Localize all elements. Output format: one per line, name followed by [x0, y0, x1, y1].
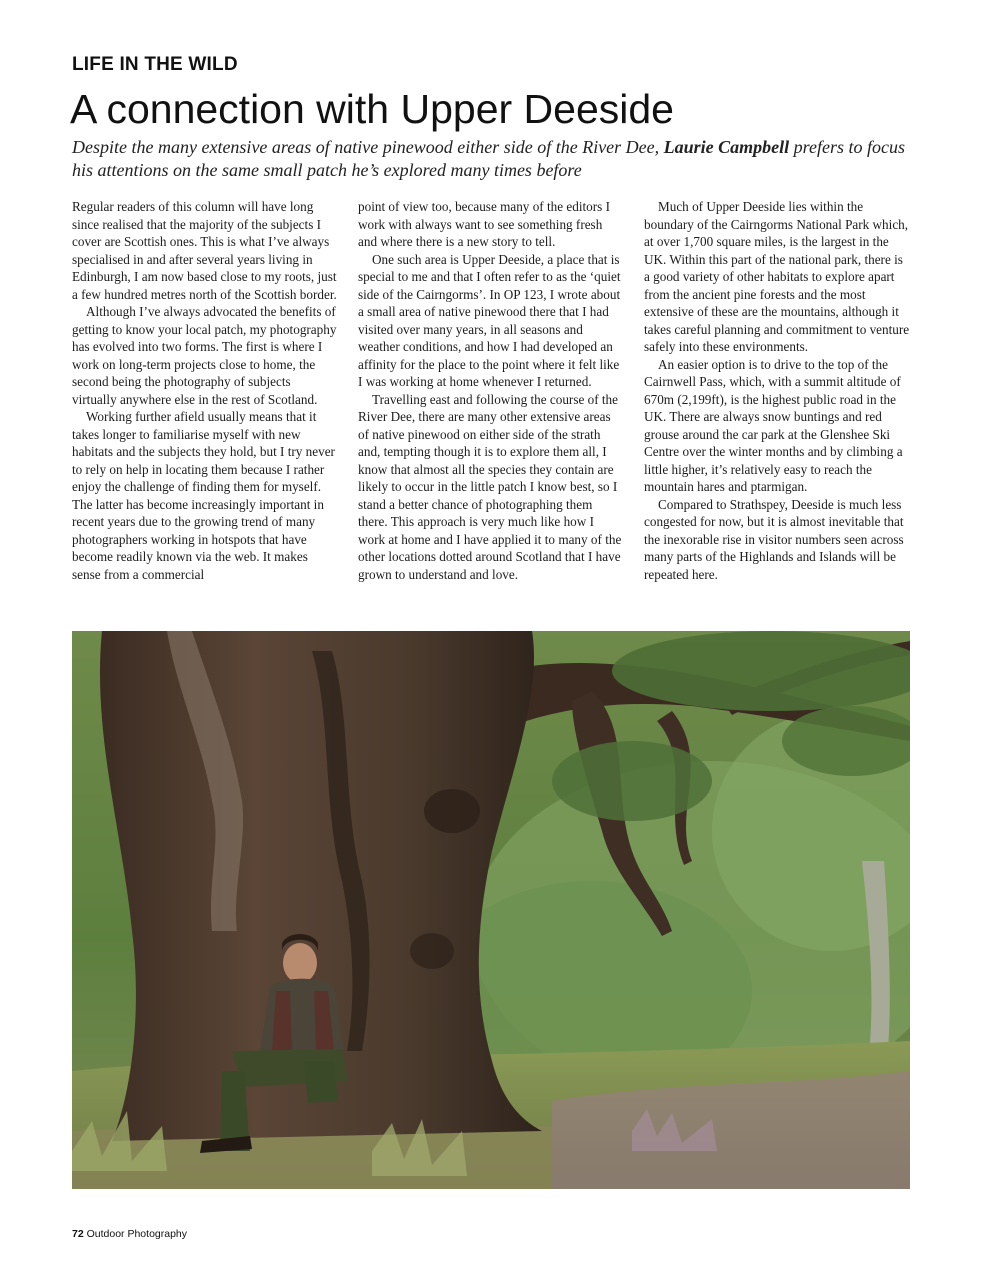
- paragraph: Compared to Strathspey, Deeside is much less congested for now, but it is almost inevitable that the inexorable rise in visitor numbers seen across many parts of the Highlands and Islands will be repeated here.: [644, 496, 904, 582]
- paragraph: One such area is Upper Deeside, a place that is special to me and that I often refer to as the ‘quiet side of the Cairngorms’. In OP 123, I wrote about a small area of native pinewood there that I had visited over many years, in all seasons and weather conditions, and how I had developed an affinity for the place to the point where it felt like I was working at home whenever I returned.: [358, 251, 621, 389]
- column-3: [644, 198, 910, 583]
- page-folio: [72, 1228, 187, 1240]
- body-columns: [72, 198, 910, 583]
- paragraph: Travelling east and following the course of the River Dee, there are many other extensive areas of native pinewood on either side of the strath and, tempting though it is to explore them all, I know that almost all the species they contain are likely to occur in the little patch I know best, so I stand a better chance of photographing them there. This approach is very much like how I work at home and I have applied it to many of the other locations dotted around Scotland that I have grown to understand and love.: [358, 391, 622, 582]
- standfirst-text-end: prefers to focus his attentions on the same small patch he’s explored many times before: [72, 137, 905, 180]
- pine-tree-photo-illustration: [72, 631, 910, 1189]
- feature-photo: [72, 631, 910, 1189]
- paragraph: An easier option is to drive to the top of the Cairnwell Pass, which, with a summit altitude of 670m (2,199ft), is the highest public road in the UK. There are always snow buntings and red grouse around the car park at the Glenshee Ski Centre over the winter months and by climbing a little higher, it’s relatively easy to reach the mountain hares and ptarmigan.: [644, 356, 903, 494]
- headline: A connection with Upper Deeside: [70, 86, 674, 132]
- column-1: [72, 198, 338, 583]
- standfirst: [72, 136, 912, 182]
- section-label: LIFE IN THE WILD: [72, 54, 238, 75]
- paragraph: Working further afield usually means that it takes longer to familiarise myself with new habitats and the subjects they hold, but I try never to rely on help in locating them because I rather enjoy the challenge of finding them for myself. The latter has become increasingly important in recent years due to the growing trend of many photographers working in hotspots that have become readily known via the web. It makes sense from a commercial: [72, 409, 335, 582]
- paragraph: point of view too, because many of the editors I work with always want to see something fresh and where there is a new story to tell.: [358, 199, 610, 249]
- paragraph: Regular readers of this column will have long since realised that the majority of the subjects I cover are Scottish ones. This is what I’ve always specialised in and after several years living in Edinburgh, I am now based close to my roots, just a few hundred metres north of the Scottish border.: [72, 199, 337, 302]
- page-number: 72: [72, 1228, 84, 1240]
- paragraph: Although I’ve always advocated the benefits of getting to know your local patch, my photography has evolved into two forms. The first is where I work on long-term projects close to home, the second being the photography of subjects virtually anywhere else in the rest of Scotland.: [72, 304, 337, 407]
- magazine-name: Outdoor Photography: [86, 1228, 188, 1240]
- paragraph: Much of Upper Deeside lies within the boundary of the Cairngorms National Park which, at over 1,700 square miles, is the largest in the UK. Within this part of the national park, there is a good variety of other habitats to explore apart from the ancient pine forests and the most extensive of these are the mountains, although it takes careful planning and commitment to venture safely into these environments.: [644, 199, 910, 354]
- standfirst-text: Despite the many extensive areas of native pinewood either side of the River Dee,: [72, 137, 660, 157]
- column-2: [358, 198, 624, 583]
- author-name: Laurie Campbell: [663, 137, 790, 157]
